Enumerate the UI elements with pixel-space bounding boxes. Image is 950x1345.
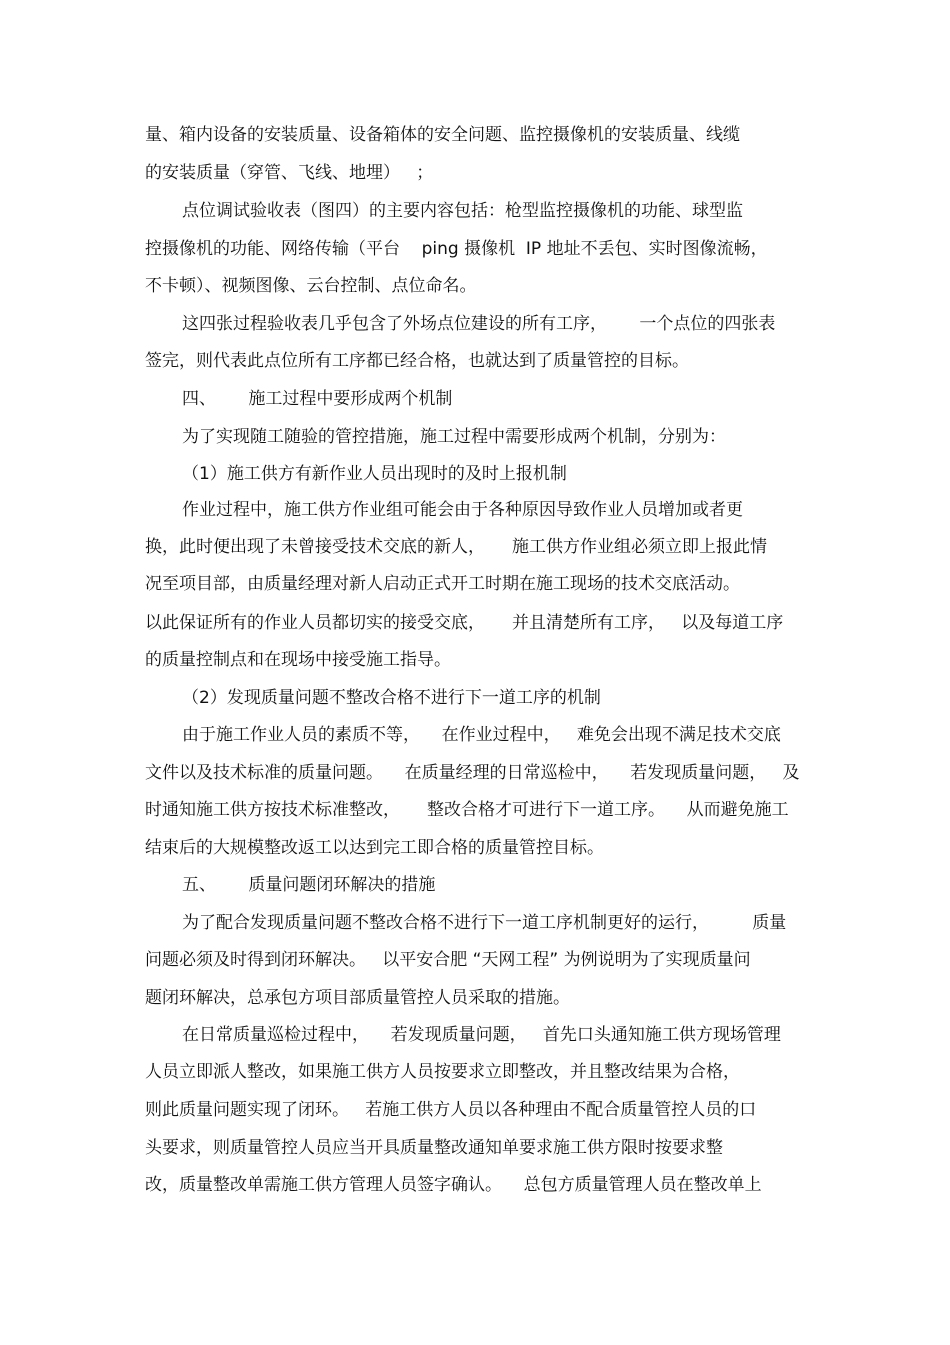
text-line: 况至项目部，由质量经理对新人启动正式开工时期在施工现场的技术交底活动。: [145, 574, 740, 594]
text-line: 点位调试验收表（图四）的主要内容包括：枪型监控摄像机的功能、球型监: [182, 201, 743, 221]
section-heading: 四、 施工过程中要形成两个机制: [182, 389, 453, 409]
text-line: 控摄像机的功能、网络传输（平台 ping 摄像机 IP 地址不丢包、实时图像流畅，: [145, 239, 768, 259]
text-line: 这四张过程验收表几乎包含了外场点位建设的所有工序， 一个点位的四张表: [182, 314, 776, 334]
text-line: 不卡顿）、视频图像、云台控制、点位命名。: [145, 276, 477, 296]
text-line: 改，质量整改单需施工供方管理人员签字确认。 总包方质量管理人员在整改单上: [145, 1175, 762, 1195]
text-line: 时通知施工供方按技术标准整改， 整改合格才可进行下一道工序。 从而避免施工: [145, 800, 789, 820]
section-heading: 五、 质量问题闭环解决的措施: [182, 875, 436, 895]
text-line: 的安装质量（穿管、飞线、地埋） ；: [145, 163, 434, 183]
subsection-heading: （2）发现质量问题不整改合格不进行下一道工序的机制: [182, 688, 601, 708]
text-line: 换，此时便出现了未曾接受技术交底的新人， 施工供方作业组必须立即上报此情: [145, 537, 768, 557]
text-line: 签完，则代表此点位所有工序都已经合格，也就达到了质量管控的目标。: [145, 351, 689, 371]
text-line: 由于施工作业人员的素质不等， 在作业过程中， 难免会出现不满足技术交底: [182, 725, 781, 745]
text-line: 为了配合发现质量问题不整改合格不进行下一道工序机制更好的运行， 质量: [182, 913, 787, 933]
text-line: 人员立即派人整改，如果施工供方人员按要求立即整改，并且整改结果为合格，: [145, 1062, 740, 1082]
text-line: 问题必须及时得到闭环解决。 以平安合肥 “天网工程” 为例说明为了实现质量问: [145, 950, 751, 970]
text-line: 结束后的大规模整改返工以达到完工即合格的质量管控目标。: [145, 838, 604, 858]
text-line: 在日常质量巡检过程中， 若发现质量问题， 首先口头通知施工供方现场管理: [182, 1025, 781, 1045]
text-line: 作业过程中，施工供方作业组可能会由于各种原因导致作业人员增加或者更: [182, 500, 743, 520]
text-line: 则此质量问题实现了闭环。 若施工供方人员以各种理由不配合质量管控人员的口: [145, 1100, 757, 1120]
text-line: 量、箱内设备的安装质量、设备箱体的安全问题、监控摄像机的安装质量、线缆: [145, 125, 740, 145]
subsection-heading: （1）施工供方有新作业人员出现时的及时上报机制: [182, 464, 567, 484]
text-line: 文件以及技术标准的质量问题。 在质量经理的日常巡检中， 若发现质量问题， 及: [145, 763, 800, 783]
text-line: 题闭环解决，总承包方项目部质量管控人员采取的措施。: [145, 988, 570, 1008]
text-line: 头要求，则质量管控人员应当开具质量整改通知单要求施工供方限时按要求整: [145, 1138, 723, 1158]
text-line: 以此保证所有的作业人员都切实的接受交底， 并且清楚所有工序， 以及每道工序: [145, 613, 784, 633]
text-line: 为了实现随工随验的管控措施，施工过程中需要形成两个机制，分别为：: [182, 427, 726, 447]
text-line: 的质量控制点和在现场中接受施工指导。: [145, 650, 451, 670]
